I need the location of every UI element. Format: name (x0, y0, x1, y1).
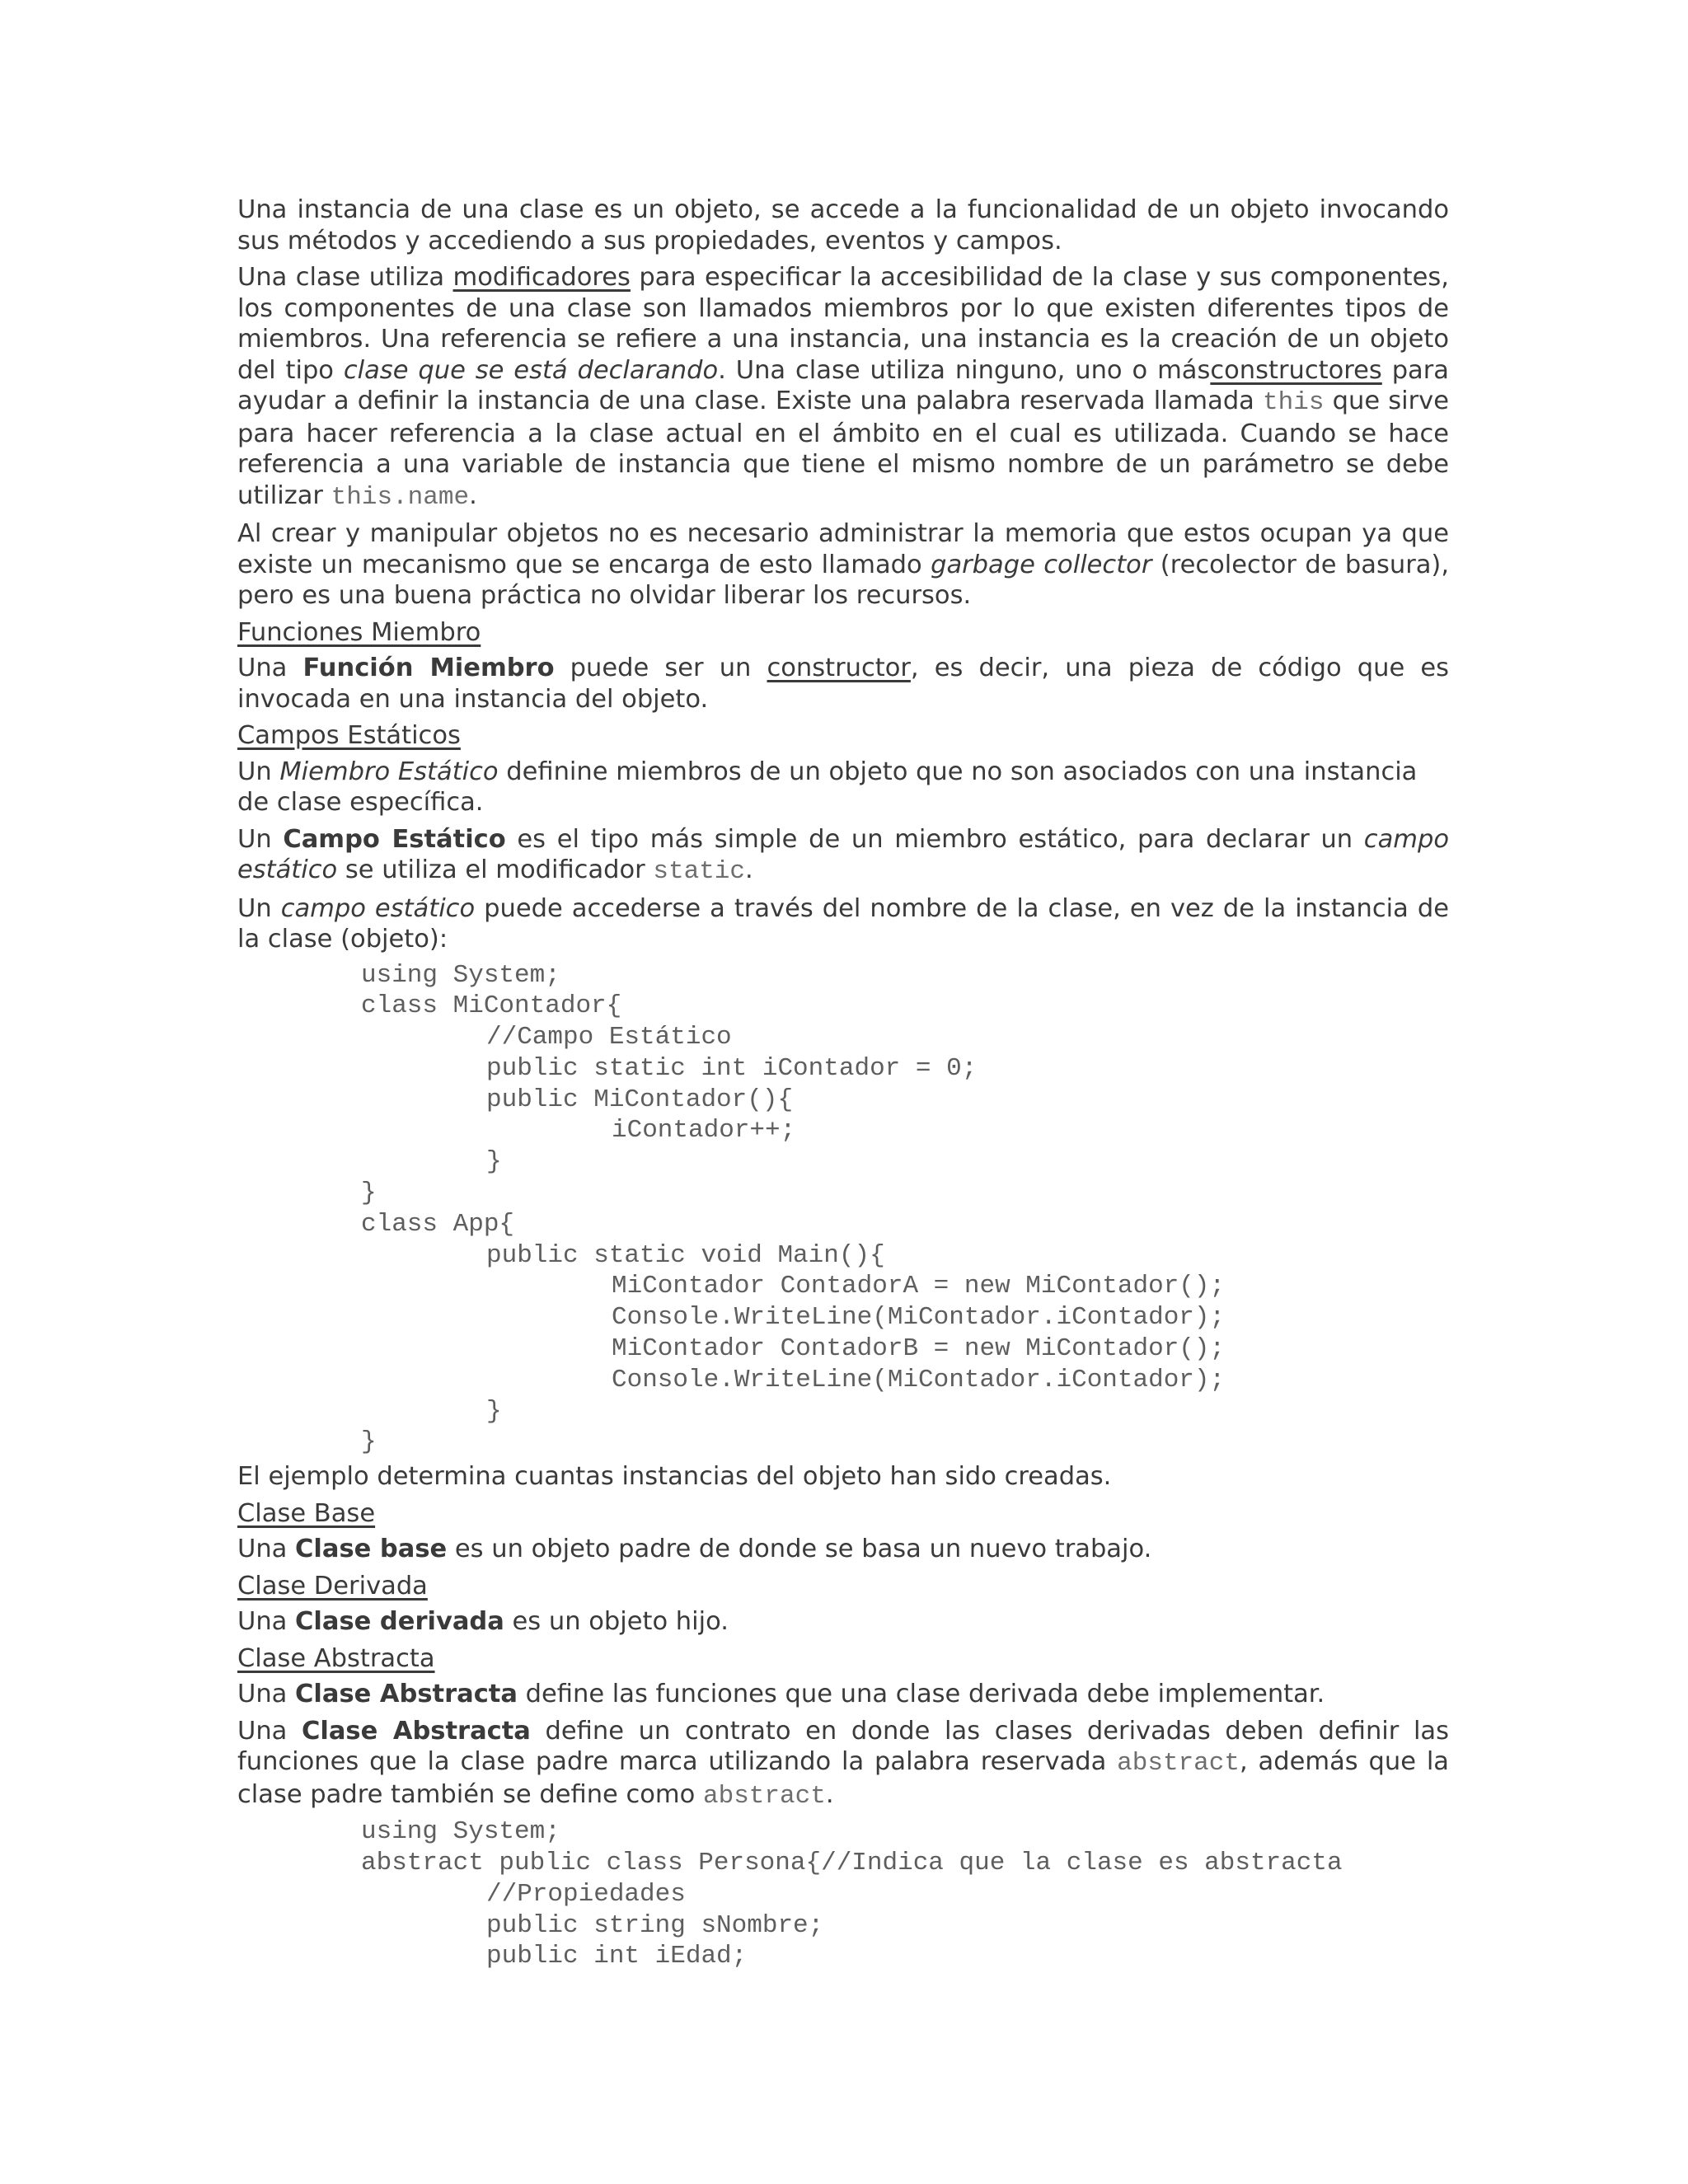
text: se utiliza el modificador (337, 855, 654, 884)
text: es el tipo más simple de un miembro estático, para declarar un (505, 824, 1364, 854)
paragraph-funcion-miembro (237, 653, 1449, 715)
paragraph-modificadores (237, 262, 1449, 513)
code-line: public string sNombre; (486, 1910, 824, 1940)
heading-funciones-miembro[interactable]: Funciones Miembro (237, 617, 481, 647)
inline-code-abstract: abstract (702, 1781, 826, 1811)
code-line: public static int iContador = 0; (486, 1053, 978, 1083)
text: Una (237, 1680, 296, 1709)
text: es un objeto hijo. (504, 1607, 729, 1637)
document-page (237, 194, 1449, 1975)
code-block-micontador (237, 960, 1449, 1459)
text: para especificar la accesibilidad de la clase y sus componentes, los componentes de una clase son llamados miembros por lo que existen diferentes tipos de miembros. Una referencia se refiere a una instancia, una instancia es la creación de un objeto del tipo (237, 263, 1449, 385)
code-line: public static void Main(){ (486, 1240, 885, 1270)
code-line: MiContador ContadorA = new MiContador(); (612, 1272, 1226, 1301)
bold-text: Clase derivada (295, 1607, 504, 1637)
inline-code-static: static (653, 857, 746, 886)
code-line: //Campo Estático (486, 1023, 732, 1052)
bold-text: Función Miembro (302, 654, 555, 682)
link-modificadores[interactable]: modificadores (452, 263, 631, 292)
text: . (469, 480, 477, 510)
code-line: Console.WriteLine(MiContador.iContador); (612, 1303, 1226, 1333)
inline-code-this: this (1263, 388, 1325, 417)
italic-text: campo estático (280, 893, 476, 923)
heading-campos-estaticos[interactable]: Campos Estáticos (237, 721, 461, 750)
code-line: //Propiedades (486, 1879, 686, 1909)
italic-text: clase que se está declarando (343, 355, 719, 385)
text: define un contrato en donde las clases derivadas deben definir las funciones que la clase padre marca utilizando la palabra reservada (237, 1716, 1449, 1777)
text: . (825, 1779, 834, 1809)
paragraph-miembro-estatico (237, 757, 1449, 818)
paragraph-acceso-campo (237, 893, 1449, 955)
code-block-persona (237, 1816, 1449, 1972)
text: Un (237, 757, 280, 786)
text: que sirve para hacer referencia a la clase actual en el ámbito en el cual es utilizada. Cuando se hace referencia a una variable de instancia que tiene el mismo nombre de un parámetro se debe utilizar (237, 387, 1449, 510)
paragraph-garbage-collector (237, 518, 1449, 612)
code-line: public int iEdad; (486, 1942, 748, 1971)
code-line: Console.WriteLine(MiContador.iContador); (612, 1365, 1226, 1394)
code-line: class MiContador{ (361, 991, 622, 1021)
italic-text: campo estático (237, 824, 1449, 884)
text: Un (237, 824, 284, 854)
text: Una (237, 1607, 296, 1637)
code-line: } (361, 1179, 377, 1208)
paragraph-clase-base (237, 1534, 1449, 1565)
text: Al crear y manipular objetos no es necesario administrar la memoria que estos ocupan ya que existe un mecanismo que se encarga de esto llamado (237, 519, 1449, 579)
bold-text: Clase Abstracta (295, 1680, 518, 1709)
text: puede accederse a través del nombre de la clase, en vez de la instancia de la clase (objeto): (237, 893, 1449, 954)
code-line: using System; (361, 1817, 560, 1847)
code-line: iContador++; (612, 1116, 796, 1146)
italic-text: Miembro Estático (279, 757, 499, 786)
paragraph-instancia: Una instancia de una clase es un objeto, se accede a la funcionalidad de un objeto invocando sus métodos y accediendo a sus propiedades, eventos y campos. (237, 195, 1449, 255)
code-line: public MiContador(){ (486, 1085, 794, 1114)
link-constructores[interactable]: constructores (1210, 355, 1382, 385)
code-line: using System; (361, 960, 560, 990)
paragraph-ejemplo: El ejemplo determina cuantas instancias del objeto han sido creadas. (237, 1462, 1112, 1492)
text: (recolector de basura), pero es una buena práctica no olvidar liberar los recursos. (237, 550, 1450, 610)
text: define las funciones que una clase derivada debe implementar. (517, 1680, 1325, 1709)
code-line: MiContador ContadorB = new MiContador(); (612, 1334, 1226, 1364)
text: , es decir, una pieza de código que es invocada en una instancia del objeto. (237, 654, 1449, 714)
bold-text: Campo Estático (283, 824, 506, 854)
code-line: } (486, 1396, 502, 1426)
inline-code-abstract: abstract (1117, 1749, 1240, 1779)
paragraph-clase-abstracta-2 (237, 1716, 1449, 1812)
paragraph-campo-estatico (237, 824, 1449, 888)
heading-clase-abstracta[interactable]: Clase Abstracta (237, 1643, 435, 1673)
text: . (745, 855, 753, 884)
text: , además que la clase padre también se define como (237, 1747, 1449, 1809)
paragraph-clase-derivada (237, 1606, 1449, 1638)
italic-text: garbage collector (931, 550, 1152, 579)
inline-code-this-name: this.name (331, 482, 470, 512)
text: para ayudar a definir la instancia de una clase. Existe una palabra reservada llamada (237, 355, 1449, 415)
text: Una (237, 1535, 296, 1564)
code-line: } (486, 1147, 502, 1177)
code-line: } (361, 1427, 377, 1457)
text: Una clase utiliza (237, 263, 453, 292)
text: Una (237, 1716, 302, 1746)
code-line: class App{ (361, 1209, 515, 1239)
heading-clase-base[interactable]: Clase Base (237, 1498, 376, 1528)
text: es un objeto padre de donde se basa un nuevo trabajo. (447, 1535, 1152, 1564)
bold-text: Clase base (295, 1535, 448, 1564)
text: puede ser un (554, 654, 767, 682)
code-line: abstract public class Persona{//Indica que la clase es abstracta (361, 1849, 1343, 1878)
paragraph-clase-abstracta-1 (237, 1679, 1449, 1710)
link-constructor[interactable]: constructor (767, 654, 911, 682)
text: Una (237, 654, 303, 682)
text: . Una clase utiliza ninguno, uno o más (718, 355, 1211, 385)
text: Un (237, 893, 281, 923)
text: definine miembros de un objeto que no son asociados con una instancia de clase específica. (237, 757, 1418, 817)
bold-text: Clase Abstracta (302, 1716, 531, 1746)
heading-clase-derivada[interactable]: Clase Derivada (237, 1571, 428, 1601)
